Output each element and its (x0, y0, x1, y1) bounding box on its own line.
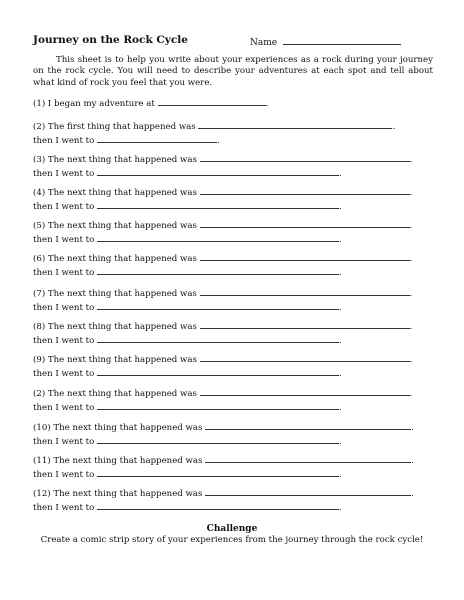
period: . (339, 502, 342, 513)
then-label: then I went to (33, 168, 95, 179)
item-label: (6) The next thing that happened was (33, 254, 197, 264)
then-label: then I went to (33, 335, 95, 346)
name-blank-line[interactable] (283, 35, 401, 45)
period: . (409, 322, 413, 332)
period: . (339, 234, 342, 245)
destination-blank[interactable] (97, 266, 339, 275)
then-label: then I went to (33, 201, 95, 212)
period: . (339, 436, 342, 447)
item-label: (9) The next thing that happened was (33, 355, 197, 365)
item-12 (33, 454, 433, 481)
then-label: then I went to (33, 267, 95, 278)
destination-blank[interactable] (97, 301, 339, 310)
answer-blank[interactable] (200, 320, 410, 329)
item-11 (33, 421, 433, 448)
period: . (409, 289, 413, 299)
item-label: (3) The next thing that happened was (33, 155, 197, 165)
destination-blank[interactable] (97, 468, 339, 477)
period: . (392, 122, 396, 132)
item-label: (2) The first thing that happened was (33, 122, 196, 132)
item-10 (33, 387, 433, 414)
name-field (250, 35, 401, 48)
period: . (339, 201, 342, 212)
period: . (411, 423, 414, 433)
destination-blank[interactable] (97, 401, 339, 410)
then-label: then I went to (33, 502, 95, 513)
answer-blank[interactable] (200, 353, 410, 362)
period: . (217, 135, 220, 146)
item-1-blank[interactable] (158, 97, 266, 106)
period: . (411, 456, 414, 466)
period: . (339, 302, 342, 313)
period: . (339, 168, 342, 179)
item-1-label: (1) I began my adventure at (33, 99, 155, 109)
period: . (411, 489, 414, 499)
answer-blank[interactable] (200, 252, 410, 261)
item-4 (33, 186, 433, 213)
answer-blank[interactable] (200, 287, 410, 296)
item-5 (33, 219, 433, 246)
then-label: then I went to (33, 135, 95, 146)
period: . (409, 355, 413, 365)
challenge-text: Create a comic strip story of your experiences from the journey through the rock cycle! (40, 535, 424, 545)
destination-blank[interactable] (97, 367, 339, 376)
period: . (409, 389, 413, 399)
name-label: Name (250, 38, 278, 48)
period: . (409, 155, 413, 165)
period: . (339, 335, 342, 346)
item-8 (33, 320, 433, 347)
period: . (339, 469, 342, 480)
destination-blank[interactable] (97, 334, 339, 343)
item-label: (8) The next thing that happened was (33, 322, 197, 332)
answer-blank[interactable] (200, 186, 410, 195)
item-label: (2) The next thing that happened was (33, 389, 197, 399)
period: . (339, 267, 342, 278)
period: . (409, 254, 413, 264)
item-2 (33, 120, 433, 147)
period: . (409, 221, 413, 231)
challenge-title: Challenge (206, 524, 258, 534)
destination-blank[interactable] (97, 501, 339, 510)
then-label: then I went to (33, 469, 95, 480)
item-13 (33, 487, 433, 514)
then-label: then I went to (33, 302, 95, 313)
then-label: then I went to (33, 402, 95, 413)
item-label: (5) The next thing that happened was (33, 221, 197, 231)
answer-blank[interactable] (198, 120, 392, 129)
item-1 (33, 97, 433, 111)
answer-blank[interactable] (205, 487, 411, 496)
item-label: (4) The next thing that happened was (33, 188, 197, 198)
answer-blank[interactable] (200, 153, 410, 162)
answer-blank[interactable] (205, 454, 411, 463)
item-1-period: . (265, 99, 269, 109)
answer-blank[interactable] (205, 421, 411, 430)
period: . (339, 402, 342, 413)
destination-blank[interactable] (97, 134, 217, 143)
destination-blank[interactable] (97, 233, 339, 242)
item-6 (33, 252, 433, 279)
destination-blank[interactable] (97, 435, 339, 444)
item-label: (11) The next thing that happened was (33, 456, 203, 466)
worksheet-title: Journey on the Rock Cycle (33, 34, 188, 46)
item-3 (33, 153, 433, 180)
then-label: then I went to (33, 436, 95, 447)
item-label: (10) The next thing that happened was (33, 423, 203, 433)
intro-paragraph: This sheet is to help you write about your experiences as a rock during your journey on the rock cycle. You will need to describe your adventures at each spot and tell about what kind of rock you feel that you were. (33, 55, 433, 88)
answer-blank[interactable] (200, 387, 410, 396)
period: . (409, 188, 413, 198)
item-label: (12) The next thing that happened was (33, 489, 203, 499)
period: . (339, 368, 342, 379)
then-label: then I went to (33, 234, 95, 245)
item-9 (33, 353, 433, 380)
then-label: then I went to (33, 368, 95, 379)
item-label: (7) The next thing that happened was (33, 289, 197, 299)
item-7 (33, 287, 433, 314)
destination-blank[interactable] (97, 167, 339, 176)
destination-blank[interactable] (97, 200, 339, 209)
answer-blank[interactable] (200, 219, 410, 228)
